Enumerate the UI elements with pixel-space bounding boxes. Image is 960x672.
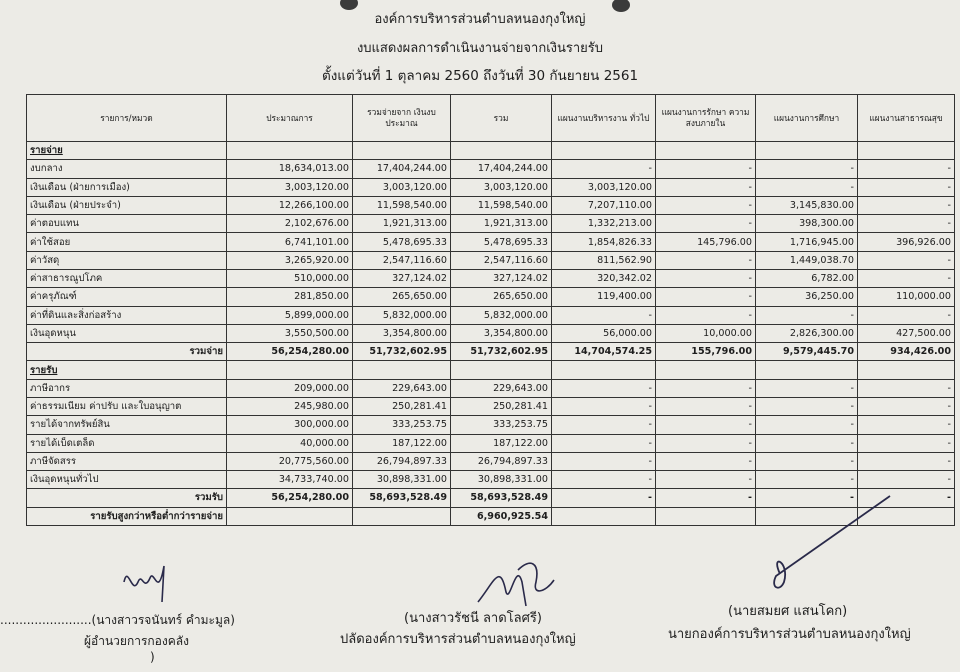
value-cell: 56,000.00 <box>552 324 656 342</box>
value-cell: 110,000.00 <box>858 288 955 306</box>
value-cell: 11,598,540.00 <box>451 196 552 214</box>
value-cell: 6,741,101.00 <box>227 233 353 251</box>
row-label: ค่าวัสดุ <box>27 251 227 269</box>
signature-mark-2 <box>470 552 570 612</box>
value-cell: 3,145,830.00 <box>756 196 858 214</box>
value-cell: 12,266,100.00 <box>227 196 353 214</box>
financial-table <box>26 94 955 526</box>
value-cell: - <box>858 178 955 196</box>
value-cell: 40,000.00 <box>227 434 353 452</box>
column-header: รวมจ่ายจาก เงินงบประมาณ <box>353 95 451 142</box>
value-cell: - <box>656 178 756 196</box>
value-cell: 3,354,800.00 <box>353 324 451 342</box>
column-header: แผนงานสาธารณสุข <box>858 95 955 142</box>
value-cell: 3,003,120.00 <box>353 178 451 196</box>
value-cell: 1,921,313.00 <box>451 215 552 233</box>
value-cell: 320,342.02 <box>552 269 656 287</box>
table-row <box>27 269 955 287</box>
row-label: เงินเดือน (ฝ่ายการเมือง) <box>27 178 227 196</box>
total-cell: - <box>756 489 858 507</box>
value-cell: 245,980.00 <box>227 397 353 415</box>
empty-cell <box>656 507 756 525</box>
value-cell: 10,000.00 <box>656 324 756 342</box>
table-row <box>27 251 955 269</box>
surplus-label: รายรับสูงกว่าหรือต่ำกว่ารายจ่าย <box>27 507 227 525</box>
signature-mark-3 <box>760 492 900 602</box>
value-cell: - <box>656 269 756 287</box>
value-cell: 1,449,038.70 <box>756 251 858 269</box>
table-row <box>27 215 955 233</box>
empty-cell <box>552 507 656 525</box>
value-cell: - <box>858 251 955 269</box>
value-cell: - <box>756 416 858 434</box>
column-header: ประมาณการ <box>227 95 353 142</box>
value-cell: 265,650.00 <box>451 288 552 306</box>
value-cell: 17,404,244.00 <box>353 160 451 178</box>
value-cell: 30,898,331.00 <box>353 471 451 489</box>
value-cell: - <box>656 416 756 434</box>
value-cell: - <box>756 379 858 397</box>
value-cell: - <box>656 288 756 306</box>
empty-cell <box>227 361 353 379</box>
total-cell: 58,693,528.49 <box>451 489 552 507</box>
empty-cell <box>353 361 451 379</box>
table-row <box>27 196 955 214</box>
total-cell: 56,254,280.00 <box>227 343 353 361</box>
value-cell: 5,478,695.33 <box>451 233 552 251</box>
row-label: ค่าครุภัณฑ์ <box>27 288 227 306</box>
value-cell: - <box>656 397 756 415</box>
empty-cell <box>756 142 858 160</box>
value-cell: 20,775,560.00 <box>227 452 353 470</box>
table-row <box>27 306 955 324</box>
value-cell: - <box>552 471 656 489</box>
total-label: รวมรับ <box>27 489 227 507</box>
value-cell: 209,000.00 <box>227 379 353 397</box>
value-cell: 281,850.00 <box>227 288 353 306</box>
column-header: แผนงานการรักษา ความสงบภายใน <box>656 95 756 142</box>
empty-cell <box>227 507 353 525</box>
document-period: ตั้งแต่วันที่ 1 ตุลาคม 2560 ถึงวันที่ 30 กันยายน 2561 <box>321 68 639 84</box>
table-row <box>27 452 955 470</box>
value-cell: 510,000.00 <box>227 269 353 287</box>
value-cell: 187,122.00 <box>451 434 552 452</box>
table-row <box>27 324 955 342</box>
total-cell: - <box>858 489 955 507</box>
value-cell: - <box>656 251 756 269</box>
value-cell: 229,643.00 <box>353 379 451 397</box>
value-cell: 327,124.02 <box>353 269 451 287</box>
row-label: งบกลาง <box>27 160 227 178</box>
value-cell: - <box>858 196 955 214</box>
section-row <box>27 142 955 160</box>
column-header: รายการ/หมวด <box>27 95 227 142</box>
total-cell: 934,426.00 <box>858 343 955 361</box>
signature-mark-1 <box>118 552 188 607</box>
row-label: รายได้จากทรัพย์สิน <box>27 416 227 434</box>
value-cell: - <box>858 452 955 470</box>
row-label: ค่าธรรมเนียม ค่าปรับ และใบอนุญาต <box>27 397 227 415</box>
table-row <box>27 288 955 306</box>
total-cell: 51,732,602.95 <box>451 343 552 361</box>
row-label: ค่าตอบแทน <box>27 215 227 233</box>
table-row <box>27 434 955 452</box>
value-cell: 30,898,331.00 <box>451 471 552 489</box>
empty-cell <box>552 361 656 379</box>
value-cell: - <box>756 306 858 324</box>
column-header: แผนงานบริหารงาน ทั่วไป <box>552 95 656 142</box>
total-row <box>27 343 955 361</box>
row-label: ภาษีอากร <box>27 379 227 397</box>
value-cell: - <box>656 452 756 470</box>
value-cell: 3,003,120.00 <box>227 178 353 196</box>
value-cell: - <box>858 269 955 287</box>
row-label: ค่าใช้สอย <box>27 233 227 251</box>
value-cell: - <box>756 178 858 196</box>
signature-title-1 <box>84 632 189 651</box>
column-header: รวม <box>451 95 552 142</box>
value-cell: 17,404,244.00 <box>451 160 552 178</box>
signature-name-3: (นายสมยศ แสนโคก) <box>728 604 848 619</box>
surplus-value: 6,960,925.54 <box>451 507 552 525</box>
value-cell: 1,716,945.00 <box>756 233 858 251</box>
value-cell: - <box>858 215 955 233</box>
value-cell: - <box>656 471 756 489</box>
value-cell: 3,354,800.00 <box>451 324 552 342</box>
value-cell: 34,733,740.00 <box>227 471 353 489</box>
total-cell: 155,796.00 <box>656 343 756 361</box>
column-header: แผนงานการศึกษา <box>756 95 858 142</box>
empty-cell <box>656 361 756 379</box>
empty-cell <box>227 142 353 160</box>
empty-cell <box>353 507 451 525</box>
empty-cell <box>858 142 955 160</box>
value-cell: - <box>552 452 656 470</box>
value-cell: - <box>552 416 656 434</box>
value-cell: 5,832,000.00 <box>353 306 451 324</box>
value-cell: - <box>656 379 756 397</box>
value-cell: 2,826,300.00 <box>756 324 858 342</box>
section-heading: รายจ่าย <box>27 142 227 160</box>
value-cell: - <box>552 379 656 397</box>
value-cell: 36,250.00 <box>756 288 858 306</box>
value-cell: 6,782.00 <box>756 269 858 287</box>
total-cell: 51,732,602.95 <box>353 343 451 361</box>
value-cell: 3,265,920.00 <box>227 251 353 269</box>
value-cell: - <box>858 434 955 452</box>
value-cell: - <box>552 397 656 415</box>
value-cell: - <box>858 397 955 415</box>
empty-cell <box>656 142 756 160</box>
value-cell: 3,550,500.00 <box>227 324 353 342</box>
value-cell: 333,253.75 <box>451 416 552 434</box>
value-cell: 398,300.00 <box>756 215 858 233</box>
value-cell: - <box>756 397 858 415</box>
value-cell: 327,124.02 <box>451 269 552 287</box>
row-label: เงินอุดหนุน <box>27 324 227 342</box>
empty-cell <box>756 361 858 379</box>
value-cell: 811,562.90 <box>552 251 656 269</box>
table-row <box>27 397 955 415</box>
row-label: ภาษีจัดสรร <box>27 452 227 470</box>
value-cell: - <box>858 471 955 489</box>
row-label: เงินเดือน (ฝ่ายประจำ) <box>27 196 227 214</box>
total-cell: - <box>552 489 656 507</box>
signature-name-2: (นางสาวรัชนี ลาดโลศรี) <box>404 611 542 626</box>
value-cell: - <box>552 160 656 178</box>
total-cell: 14,704,574.25 <box>552 343 656 361</box>
value-cell: - <box>756 160 858 178</box>
value-cell: 26,794,897.33 <box>353 452 451 470</box>
value-cell: 396,926.00 <box>858 233 955 251</box>
value-cell: 333,253.75 <box>353 416 451 434</box>
value-cell: 26,794,897.33 <box>451 452 552 470</box>
total-cell: - <box>656 489 756 507</box>
row-label: เงินอุดหนุนทั่วไป <box>27 471 227 489</box>
signature-name-1: ........................(นางสาวรจนันทร์ คำมะมูล) <box>0 613 235 627</box>
table-row <box>27 379 955 397</box>
empty-cell <box>552 142 656 160</box>
value-cell: 300,000.00 <box>227 416 353 434</box>
total-cell: 58,693,528.49 <box>353 489 451 507</box>
section-heading: รายรับ <box>27 361 227 379</box>
value-cell: - <box>656 196 756 214</box>
value-cell: 229,643.00 <box>451 379 552 397</box>
value-cell: 11,598,540.00 <box>353 196 451 214</box>
empty-cell <box>451 142 552 160</box>
section-row <box>27 361 955 379</box>
value-cell: 5,478,695.33 <box>353 233 451 251</box>
value-cell: 187,122.00 <box>353 434 451 452</box>
total-cell: 56,254,280.00 <box>227 489 353 507</box>
row-label: ค่าที่ดินและสิ่งก่อสร้าง <box>27 306 227 324</box>
org-name: องค์การบริหารส่วนตำบลหนองกุงใหญ่ <box>374 12 586 27</box>
value-cell: - <box>858 306 955 324</box>
table-header-row <box>27 95 955 142</box>
value-cell: 3,003,120.00 <box>451 178 552 196</box>
value-cell: 1,921,313.00 <box>353 215 451 233</box>
value-cell: - <box>656 306 756 324</box>
value-cell: 265,650.00 <box>353 288 451 306</box>
empty-cell <box>451 361 552 379</box>
table-row <box>27 233 955 251</box>
value-cell: 3,003,120.00 <box>552 178 656 196</box>
table-row <box>27 416 955 434</box>
value-cell: 5,832,000.00 <box>451 306 552 324</box>
empty-cell <box>353 142 451 160</box>
value-cell: 250,281.41 <box>451 397 552 415</box>
row-label: รายได้เบ็ดเตล็ด <box>27 434 227 452</box>
value-cell: - <box>756 471 858 489</box>
value-cell: 427,500.00 <box>858 324 955 342</box>
value-cell: - <box>552 434 656 452</box>
value-cell: 2,102,676.00 <box>227 215 353 233</box>
value-cell: - <box>552 306 656 324</box>
value-cell: - <box>756 452 858 470</box>
value-cell: - <box>858 416 955 434</box>
empty-cell <box>858 361 955 379</box>
value-cell: 7,207,110.00 <box>552 196 656 214</box>
signature-title-2: ปลัดองค์การบริหารส่วนตำบลหนองกุงใหญ่ <box>340 632 576 647</box>
total-label: รวมจ่าย <box>27 343 227 361</box>
value-cell: 119,400.00 <box>552 288 656 306</box>
value-cell: - <box>756 434 858 452</box>
signature-title-1-close: ) <box>150 650 155 664</box>
value-cell: - <box>656 160 756 178</box>
value-cell: 1,332,213.00 <box>552 215 656 233</box>
value-cell: 145,796.00 <box>656 233 756 251</box>
value-cell: - <box>858 160 955 178</box>
table-row <box>27 178 955 196</box>
value-cell: - <box>858 379 955 397</box>
document-title: งบแสดงผลการดำเนินงานจ่ายจากเงินรายรับ <box>356 41 604 56</box>
signature-title-3: นายกองค์การบริหารส่วนตำบลหนองกุงใหญ่ <box>668 627 911 642</box>
value-cell: 5,899,000.00 <box>227 306 353 324</box>
value-cell: 250,281.41 <box>353 397 451 415</box>
value-cell: 2,547,116.60 <box>451 251 552 269</box>
value-cell: 18,634,013.00 <box>227 160 353 178</box>
signature-title-1-text: ผู้อำนวยการกองคลัง <box>84 634 189 648</box>
value-cell: 2,547,116.60 <box>353 251 451 269</box>
value-cell: 1,854,826.33 <box>552 233 656 251</box>
table-row <box>27 471 955 489</box>
table-row <box>27 160 955 178</box>
value-cell: - <box>656 215 756 233</box>
total-cell: 9,579,445.70 <box>756 343 858 361</box>
value-cell: - <box>656 434 756 452</box>
row-label: ค่าสาธารณูปโภค <box>27 269 227 287</box>
